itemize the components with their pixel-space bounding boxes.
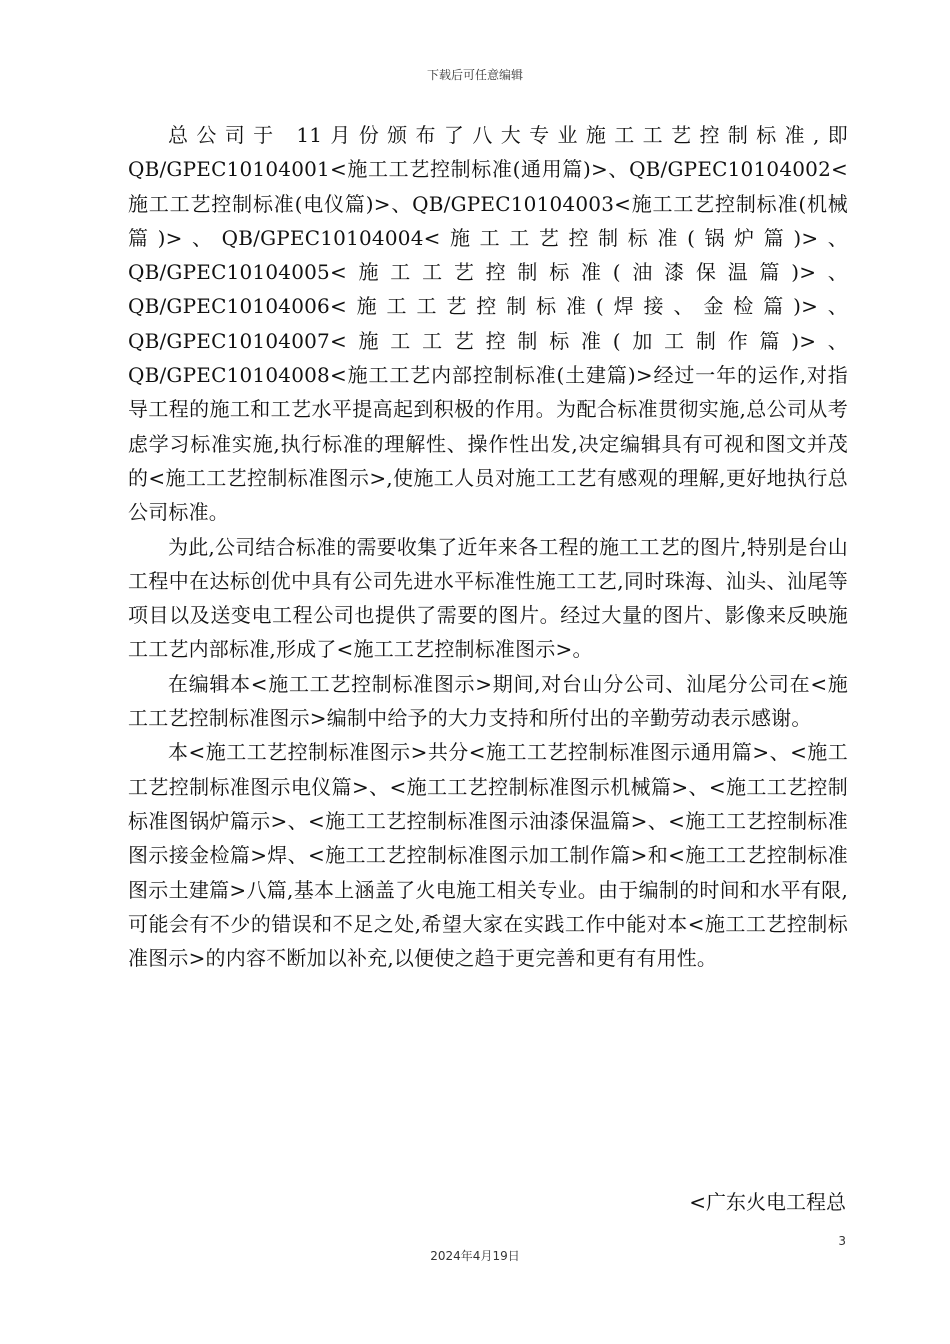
document-body	[128, 118, 848, 975]
signature: <广东火电工程总	[689, 1190, 846, 1214]
paragraph-acknowledgement: 在编辑本<施工工艺控制标准图示>期间,对台山分公司、汕尾分公司在<施工工艺控制标准图示>编制中给予的大力支持和所付出的辛勤劳动表示感谢。	[128, 671, 848, 731]
paragraph-collection: 为此,公司结合标准的需要收集了近年来各工程的施工工艺的图片,特别是台山工程中在达标创优中具有公司先进水平标准性施工工艺,同时珠海、汕头、汕尾等项目以及送变电工程公司也提供了需要的图片。经过大量的图片、影像来反映施工工艺内部标准,形成了<施工工艺控制标准图示>。	[128, 534, 848, 662]
paragraph-intro: 总公司于 11月份颁布了八大专业施工工艺控制标准,即QB/GPEC10104001<施工工艺控制标准(通用篇)>、QB/GPEC10104002<施工工艺控制标准(电仪篇)>、QB/GPEC10104003<施工工艺控制标准(机械篇)>、QB/GPEC10104004<施工工艺控制标准(锅炉篇)>、QB/GPEC10104005<施工工艺控制标准(油漆保温篇)>、QB/GPEC10104006<施工工艺控制标准(焊接、金检篇)>、QB/GPEC10104007<施工工艺控制标准(加工制作篇)>、QB/GPEC10104008<施工工艺内部控制标准(土建篇)>经过一年的运作,对指导工程的施工和工艺水平提高起到积极的作用。为配合标准贯彻实施,总公司从考虑学习标准实施,执行标准的理解性、操作性出发,决定编辑具有可视和图文并茂的<施工工艺控制标准图示>,使施工人员对施工工艺有感观的理解,更好地执行总公司标准。	[128, 123, 848, 525]
page-header: 下载后可任意编辑	[426, 68, 523, 82]
page-footer-date: 2024年4月19日	[430, 1249, 520, 1263]
paragraph-contents: 本<施工工艺控制标准图示>共分<施工工艺控制标准图示通用篇>、<施工工艺控制标准图示电仪篇>、<施工工艺控制标准图示机械篇>、<施工工艺控制标准图锅炉篇示>、<施工工艺控制标准图示油漆保温篇>、<施工工艺控制标准图示接金检篇>焊、<施工工艺控制标准图示加工制作篇>和<施工工艺控制标准图示土建篇>八篇,基本上涵盖了火电施工相关专业。由于编制的时间和水平有限,可能会有不少的错误和不足之处,希望大家在实践工作中能对本<施工工艺控制标准图示>的内容不断加以补充,以便使之趋于更完善和更有有用性。	[128, 740, 848, 971]
page-number: 3	[838, 1234, 846, 1248]
